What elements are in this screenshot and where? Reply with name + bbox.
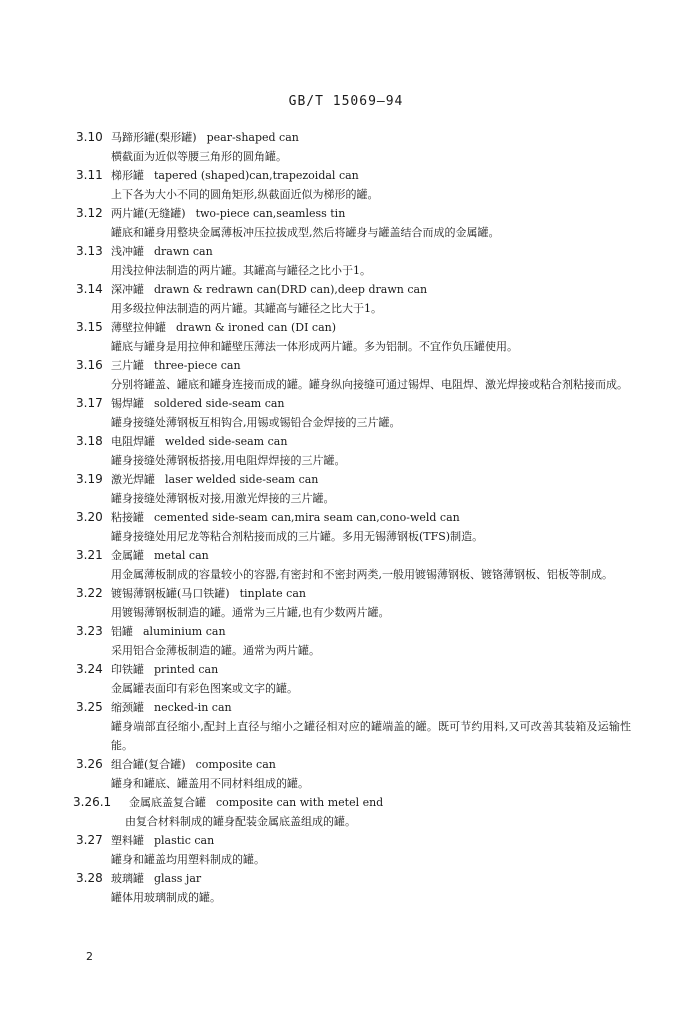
standard-number-header: GB/T 15069—94 — [288, 94, 404, 109]
clause-number: 3.10 — [76, 130, 103, 144]
term-chinese: 塑料罐 — [111, 834, 144, 847]
term-chinese: 两片罐(无缝罐) — [111, 207, 186, 220]
clause-number: 3.20 — [76, 510, 103, 524]
term-entry — [0, 755, 692, 793]
term-english: two-piece can,seamless tin — [195, 207, 346, 220]
term-name — [129, 793, 383, 812]
term-name — [111, 755, 276, 774]
term-english: plastic can — [154, 834, 215, 847]
term-entry — [0, 318, 692, 356]
term-chinese: 金属罐 — [111, 549, 144, 562]
term-english: necked-in can — [154, 701, 232, 714]
term-chinese: 马蹄形罐(梨形罐) — [111, 131, 197, 144]
term-entry — [0, 622, 692, 660]
term-english: tinplate can — [239, 587, 306, 600]
term-name — [111, 698, 232, 717]
term-line — [0, 508, 692, 527]
term-definition: 罐身和罐盖均用塑料制成的罐。 — [111, 853, 265, 866]
term-entry — [0, 394, 692, 432]
term-line — [0, 546, 692, 565]
term-name — [111, 242, 213, 261]
clause-number: 3.18 — [76, 434, 103, 448]
term-chinese: 薄壁拉伸罐 — [111, 321, 166, 334]
term-chinese: 深冲罐 — [111, 283, 144, 296]
term-name — [111, 204, 345, 223]
term-definition: 用多级拉伸法制造的两片罐。其罐高与罐径之比大于1。 — [111, 302, 382, 315]
term-chinese: 铝罐 — [111, 625, 133, 638]
term-english: drawn can — [154, 245, 213, 258]
term-name — [111, 831, 214, 850]
term-line — [0, 166, 692, 185]
clause-number: 3.12 — [76, 206, 103, 220]
term-english: composite can — [195, 758, 276, 771]
clause-number: 3.17 — [76, 396, 103, 410]
term-line — [0, 831, 692, 850]
term-list — [0, 128, 692, 907]
term-english: welded side-seam can — [165, 435, 288, 448]
clause-number: 3.11 — [76, 168, 103, 182]
term-line — [0, 793, 692, 812]
term-definition: 采用铝合金薄板制造的罐。通常为两片罐。 — [111, 644, 320, 657]
term-english: laser welded side-seam can — [165, 473, 319, 486]
clause-number: 3.22 — [76, 586, 103, 600]
term-chinese: 缩颈罐 — [111, 701, 144, 714]
term-chinese: 三片罐 — [111, 359, 144, 372]
term-definition: 上下各为大小不同的圆角矩形,纵截面近似为梯形的罐。 — [111, 188, 379, 201]
term-chinese: 浅冲罐 — [111, 245, 144, 258]
term-definition: 用浅拉伸法制造的两片罐。其罐高与罐径之比小于1。 — [111, 264, 371, 277]
term-entry — [0, 831, 692, 869]
term-entry — [0, 546, 692, 584]
term-english: glass jar — [154, 872, 202, 885]
term-entry-sub — [0, 793, 692, 831]
term-name — [111, 622, 226, 641]
clause-number: 3.19 — [76, 472, 103, 486]
clause-number: 3.24 — [76, 662, 103, 676]
term-english: tapered (shaped)can,trapezoidal can — [154, 169, 359, 182]
term-chinese: 金属底盖复合罐 — [129, 796, 206, 809]
term-chinese: 激光焊罐 — [111, 473, 155, 486]
term-entry — [0, 698, 692, 755]
term-chinese: 梯形罐 — [111, 169, 144, 182]
term-entry — [0, 128, 692, 166]
term-english: drawn & ironed can (DI can) — [176, 321, 337, 334]
term-definition: 用金属薄板制成的容量较小的容器,有密封和不密封两类,一般用镀锡薄钢板、镀铬薄钢板、铝板等制成。 — [111, 568, 613, 581]
term-english: printed can — [154, 663, 219, 676]
term-definition: 罐身接缝处薄钢板搭接,用电阻焊焊接的三片罐。 — [111, 454, 346, 467]
term-name — [111, 166, 359, 185]
term-entry — [0, 280, 692, 318]
term-english: drawn & redrawn can(DRD can),deep drawn can — [154, 283, 428, 296]
term-chinese: 印铁罐 — [111, 663, 144, 676]
page-number: 2 — [86, 950, 93, 963]
clause-number: 3.23 — [76, 624, 103, 638]
term-entry — [0, 869, 692, 907]
term-chinese: 粘接罐 — [111, 511, 144, 524]
clause-number: 3.21 — [76, 548, 103, 562]
term-entry — [0, 242, 692, 280]
term-line — [0, 622, 692, 641]
term-name — [111, 546, 209, 565]
term-line — [0, 869, 692, 888]
term-chinese: 电阻焊罐 — [111, 435, 155, 448]
term-name — [111, 356, 241, 375]
clause-number: 3.26.1 — [73, 795, 112, 809]
term-chinese: 组合罐(复合罐) — [111, 758, 186, 771]
term-entry — [0, 166, 692, 204]
term-entry — [0, 660, 692, 698]
term-definition: 罐体用玻璃制成的罐。 — [111, 891, 221, 904]
clause-number: 3.14 — [76, 282, 103, 296]
term-english: pear-shaped can — [206, 131, 299, 144]
term-entry — [0, 508, 692, 546]
term-definition: 横截面为近似等腰三角形的圆角罐。 — [111, 150, 287, 163]
term-chinese: 镀锡薄钢板罐(马口铁罐) — [111, 587, 230, 600]
term-entry — [0, 356, 692, 394]
term-name — [111, 584, 306, 603]
term-name — [111, 432, 287, 451]
term-line — [0, 432, 692, 451]
term-english: aluminium can — [143, 625, 226, 638]
term-line — [0, 280, 692, 299]
term-entry — [0, 584, 692, 622]
term-english: soldered side-seam can — [154, 397, 285, 410]
term-name — [111, 394, 285, 413]
clause-number: 3.25 — [76, 700, 103, 714]
term-definition: 罐身接缝处用尼龙等粘合剂粘接而成的三片罐。多用无锡薄钢板(TFS)制造。 — [111, 530, 484, 543]
clause-number: 3.16 — [76, 358, 103, 372]
term-line — [0, 318, 692, 337]
term-line — [0, 698, 692, 717]
term-line — [0, 584, 692, 603]
term-definition: 罐身端部直径缩小,配封上直径与缩小之罐径相对应的罐端盖的罐。既可节约用料,又可改善其装箱及运输性能。 — [111, 720, 631, 752]
term-entry — [0, 470, 692, 508]
term-line — [0, 356, 692, 375]
term-chinese: 玻璃罐 — [111, 872, 144, 885]
term-name — [111, 508, 460, 527]
term-line — [0, 470, 692, 489]
term-line — [0, 204, 692, 223]
term-english: three-piece can — [154, 359, 241, 372]
term-definition: 罐底和罐身用整块金属薄板冲压拉拔成型,然后将罐身与罐盖结合而成的金属罐。 — [111, 226, 500, 239]
term-line — [0, 242, 692, 261]
term-english: cemented side-seam can,mira seam can,cono-weld can — [154, 511, 460, 524]
term-name — [111, 470, 318, 489]
term-entry — [0, 204, 692, 242]
term-definition: 分别将罐盖、罐底和罐身连接而成的罐。罐身纵向接缝可通过锡焊、电阻焊、激光焊接或粘合剂粘接而成。 — [111, 378, 628, 391]
term-definition: 用镀锡薄钢板制造的罐。通常为三片罐,也有少数两片罐。 — [111, 606, 390, 619]
term-name — [111, 869, 201, 888]
term-line — [0, 128, 692, 147]
term-chinese: 锡焊罐 — [111, 397, 144, 410]
term-line — [0, 755, 692, 774]
term-line — [0, 660, 692, 679]
term-entry — [0, 432, 692, 470]
clause-number: 3.27 — [76, 833, 103, 847]
term-english: metal can — [154, 549, 209, 562]
term-name — [111, 128, 299, 147]
term-name — [111, 280, 427, 299]
term-definition: 罐底与罐身是用拉伸和罐壁压薄法一体形成两片罐。多为铝制。不宜作负压罐使用。 — [111, 340, 518, 353]
term-name — [111, 318, 336, 337]
term-definition: 罐身接缝处薄钢板互相钩合,用锡或锡铅合金焊接的三片罐。 — [111, 416, 401, 429]
clause-number: 3.15 — [76, 320, 103, 334]
clause-number: 3.28 — [76, 871, 103, 885]
term-definition: 罐身接缝处薄钢板对接,用激光焊接的三片罐。 — [111, 492, 335, 505]
term-english: composite can with metel end — [216, 796, 384, 809]
term-definition: 金属罐表面印有彩色图案或文字的罐。 — [111, 682, 298, 695]
clause-number: 3.13 — [76, 244, 103, 258]
term-name — [111, 660, 218, 679]
term-line — [0, 394, 692, 413]
term-definition: 罐身和罐底、罐盖用不同材料组成的罐。 — [111, 777, 309, 790]
term-definition: 由复合材料制成的罐身配装金属底盖组成的罐。 — [125, 815, 356, 828]
clause-number: 3.26 — [76, 757, 103, 771]
